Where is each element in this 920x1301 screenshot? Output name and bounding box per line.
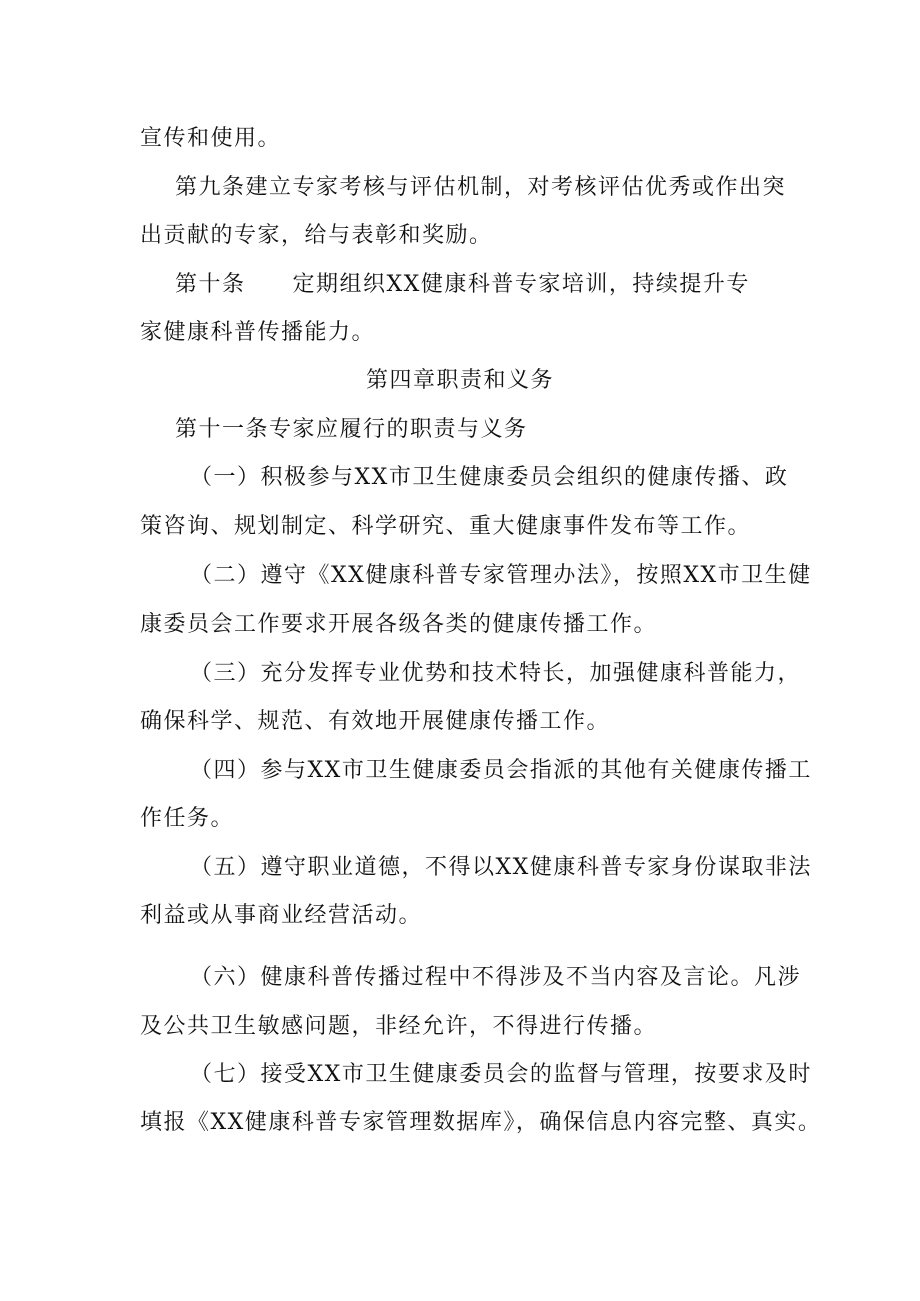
text-line: 填报《XX健康科普专家管理数据库》，确保信息内容完整、真实。 [140,1110,822,1135]
text-line: 第十条 定期组织XX健康科普专家培训，持续提升专 [175,272,750,297]
text-line: 及公共卫生敏感问题，非经允许，不得进行传播。 [140,1014,658,1039]
text-line: （七）接受XX市卫生健康委员会的监督与管理，按要求及时 [190,1062,812,1087]
text-line: （二）遵守《XX健康科普专家管理办法》，按照XX市卫生健 [190,563,812,588]
text-line: 策咨询、规划制定、科学研究、重大健康事件发布等工作。 [140,514,752,539]
chapter-heading: 第四章职责和义务 [365,368,554,393]
text-line: 家健康科普传播能力。 [140,320,376,345]
text-line: （四）参与XX市卫生健康委员会指派的其他有关健康传播工 [190,758,812,783]
article-heading: 第十一条专家应履行的职责与义务 [175,417,528,442]
text-line: （三）充分发挥专业优势和技术特长，加强健康科普能力， [190,661,802,686]
text-line: （六）健康科普传播过程中不得涉及不当内容及言论。凡涉 [190,965,802,990]
text-line: 确保科学、规范、有效地开展健康传播工作。 [140,709,611,734]
text-line: 第九条建立专家考核与评估机制，对考核评估优秀或作出突 [175,175,787,200]
text-line: 康委员会工作要求开展各级各类的健康传播工作。 [140,612,658,637]
text-line: （五）遵守职业道德，不得以XX健康科普专家身份谋取非法 [190,855,812,880]
text-line: 出贡献的专家，给与表彰和奖励。 [140,223,493,248]
text-line: 宣传和使用。 [140,126,282,151]
text-line: 作任务。 [140,806,235,831]
text-line: （一）积极参与XX市卫生健康委员会组织的健康传播、政 [190,465,789,490]
text-line: 利益或从事商业经营活动。 [140,903,423,928]
